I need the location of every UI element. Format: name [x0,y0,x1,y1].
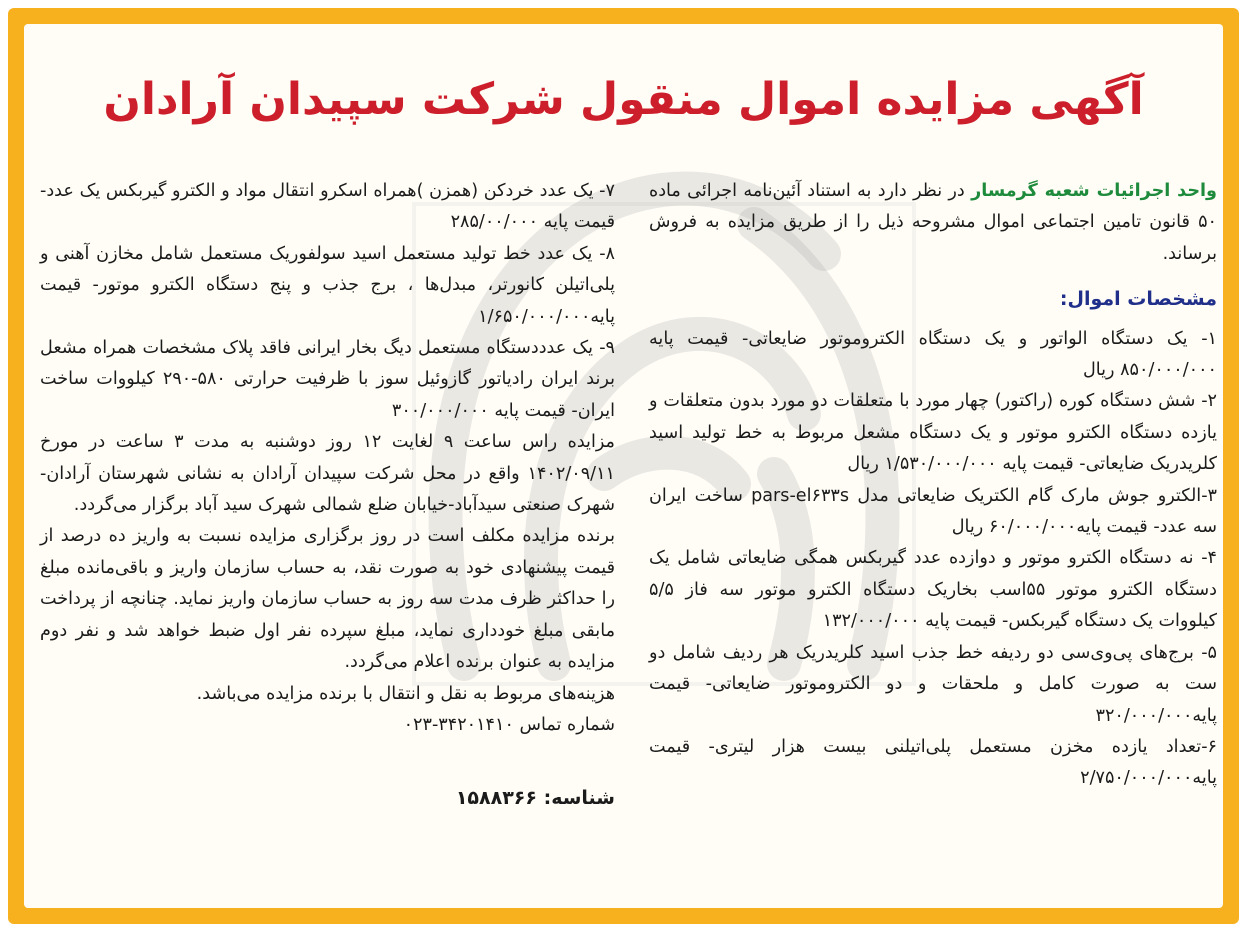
item-9: ۹- یک عدددستگاه مستعمل دیگ بخار ایرانی فاقد پلاک مشخصات همراه مشعل برند ایران رادیاتور گازوئیل سوز با ظرفیت حرارتی ۵۸۰-۲۹۰ کیلووات ساخت ایران- قیمت پایه ۳۰۰/۰۰۰/۰۰۰ [40,338,615,421]
item-3-after: ساخت ایران سه عدد- قیمت پایه۶۰/۰۰۰/۰۰۰ ریال [649,485,1217,538]
right-column [649,176,1217,795]
item-5: ۵- برج‌های پی‌وی‌سی دو ردیفه خط جذب اسید کلریدریک هر ردیف شامل دو ست به صورت کامل و ملحقات و دو الکتروموتور ضایعاتی- قیمت پایه۳۲۰/۰۰۰/۰۰۰ [649,642,1217,726]
executive-unit: واحد اجرائیات شعبه گرمسار [971,181,1217,201]
ad-identifier: شناسه: ۱۵۸۸۳۶۶ [455,787,615,810]
item-3-before: ۳-الکترو جوش مارک گام الکتریک ضایعاتی مدل [849,485,1217,506]
item-3-model: pars-el۶۳۳s [751,485,850,506]
auction-time-paragraph: مزایده راس ساعت ۹ لغایت ۱۲ روز دوشنبه به مدت ۳ ساعت در مورخ ۱۴۰۲/۰۹/۱۱ واقع در محل شرکت سپیدان آرادان به نشانی شهرستان آرادان- شهرک صنعتی سیدآباد-خیابان ضلع شمالی شهرک سید آباد برگزار می‌گردد. [40,432,615,516]
left-column [40,176,615,815]
ad-title: آگهی مزایده اموال منقول شرکت سپیدان آرادان [103,74,1144,125]
item-1: ۱- یک دستگاه الواتور و یک دستگاه الکتروموتور ضایعاتی- قیمت پایه ۸۵۰/۰۰۰/۰۰۰ ریال [649,328,1217,381]
item-4: ۴- نه دستگاه الکترو موتور و دوازده عدد گیربکس همگی ضایعاتی شامل یک دستگاه الکترو موتور ۵۵اسب بخاریک دستگاه الکترو موتور سه فاز ۵/۵ کیلووات یک دستگاه گیربکس- قیمت پایه ۱۳۲/۰۰۰/۰۰۰ [649,548,1217,632]
winner-terms-paragraph: برنده مزایده مکلف است در روز برگزاری مزایده نسبت به واریز ده درصد از قیمت پیشنهادی خود به صورت نقد، به حساب سازمان واریز و باقی‌مانده مبلغ را حداکثر ظرف مدت سه روز به حساب سازمان واریز نماید. چنانچه از پرداخت مابقی مبلغ خودداری نماید، مبلغ سپرده نفر اول ضبط خواهد شد و نفر دوم مزایده به عنوان برنده اعلام می‌گردد. [40,526,615,673]
item-2: ۲- شش دستگاه کوره (راکتور) چهار مورد با متعلقات دو مورد بدون متعلقات و یازده دستگاه الکترو موتور و یک دستگاه مشعل مربوط به خط تولید اسید کلریدریک ضایعاتی- قیمت پایه ۱/۵۳۰/۰۰۰/۰۰۰ ریال [649,391,1217,475]
ad-panel [24,24,1223,908]
item-6: ۶-تعداد یازده مخزن مستعمل پلی‌اتیلنی بیست هزار لیتری- قیمت پایه۲/۷۵۰/۰۰۰/۰۰۰ [649,736,1217,789]
intro-text: در نظر دارد به استناد آئین‌نامه اجرائی ماده ۵۰ قانون تامین اجتماعی اموال مشروحه ذیل را از طریق مزایده به فروش برساند. [649,181,1217,264]
costs-note: هزینه‌های مربوط به نقل و انتقال با برنده مزایده می‌باشد. [196,683,615,704]
item-8: ۸- یک عدد خط تولید مستعمل اسید سولفوریک مستعمل شامل مخازن آهنی و پلی‌اتیلن کانورتر، مبدل‌ها ، برج جذب و پنج دستگاه الکترو موتور- قیمت پایه۱/۶۵۰/۰۰۰/۰۰۰ [40,243,615,327]
ad-frame [8,8,1239,924]
items-heading: مشخصات اموال: [1059,288,1217,311]
item-3 [649,481,1217,544]
intro-paragraph [649,176,1217,270]
contact-number: شماره تماس ۳۴۲۰۱۴۱۰-۰۲۳ [403,714,615,735]
item-7: ۷- یک عدد خردکن (همزن )همراه اسکرو انتقال مواد و الکترو گیربکس یک عدد- قیمت پایه ۲۸۵/۰۰/۰۰۰ [40,181,615,233]
